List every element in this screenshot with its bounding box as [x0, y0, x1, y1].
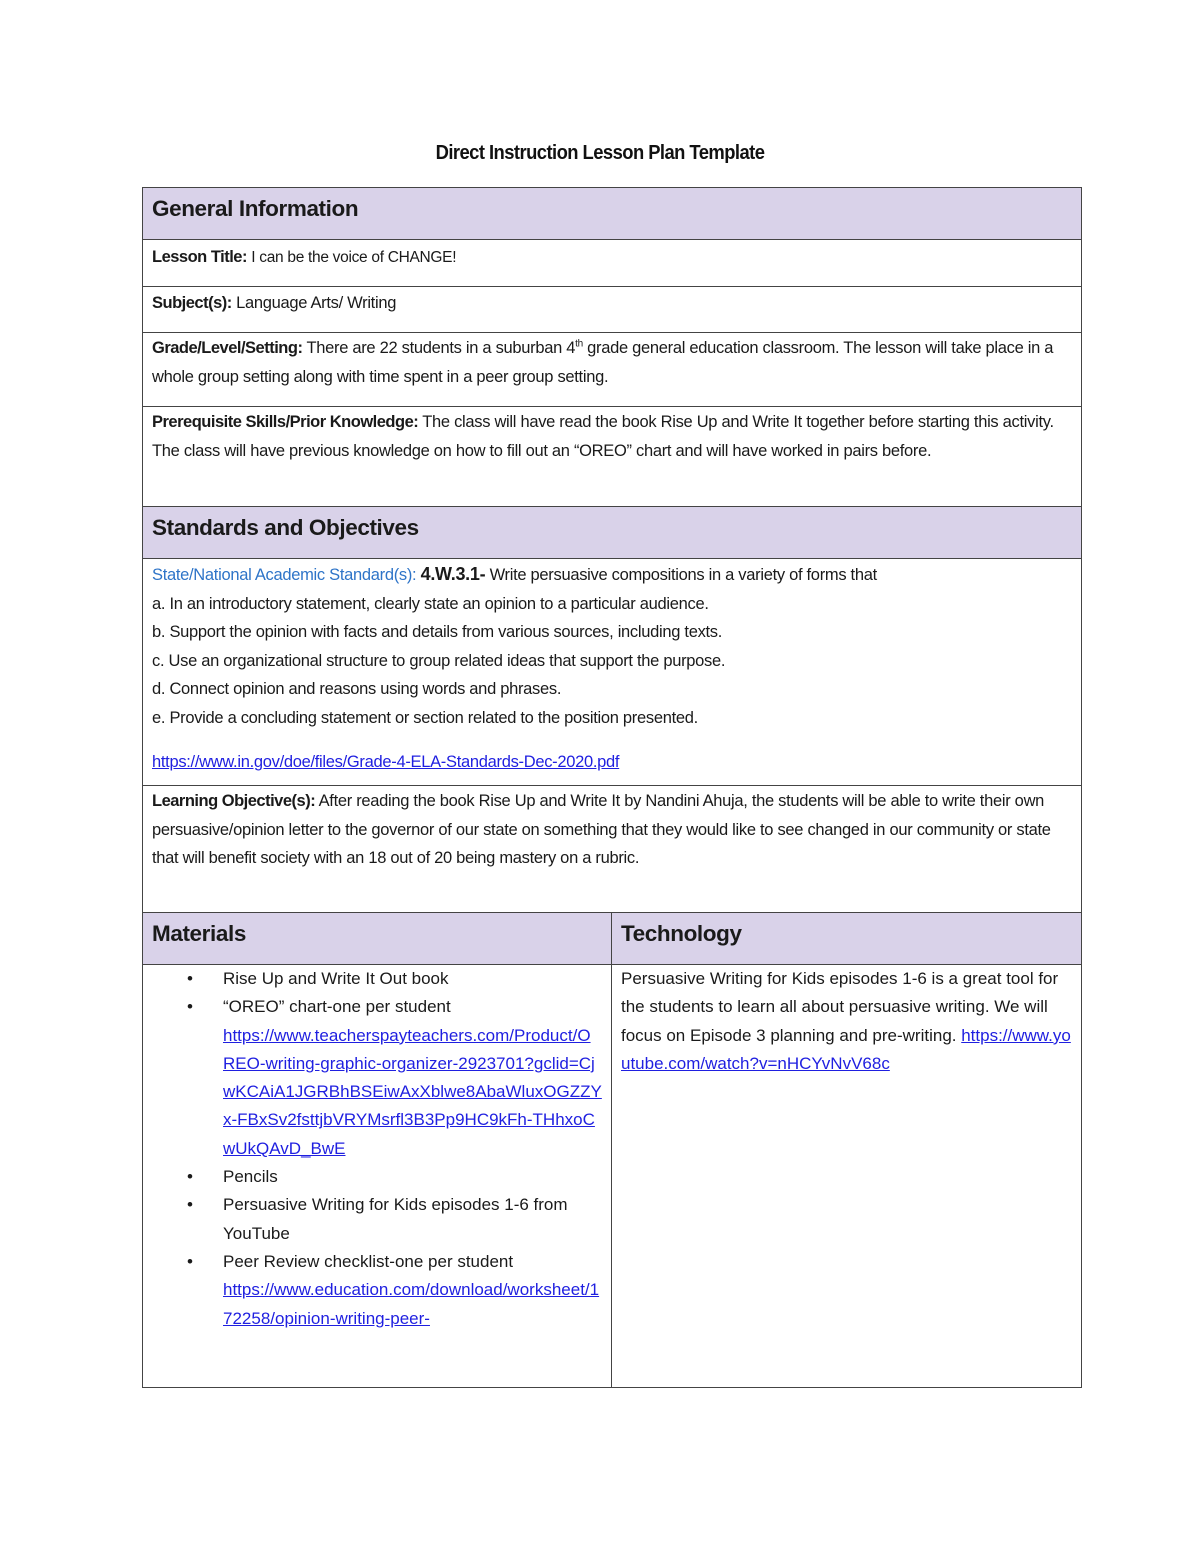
standard-item: b. Support the opinion with facts and details from various sources, including texts.: [152, 623, 723, 641]
standard-code: 4.W.3.1-: [420, 564, 486, 584]
standard-item: a. In an introductory statement, clearly state an opinion to a particular audience.: [152, 594, 709, 613]
row-learning-objectives: [143, 786, 1082, 913]
materials-item-text: Persuasive Writing for Kids episodes 1-6 from YouTube: [223, 1195, 568, 1243]
standard-intro: Write persuasive compositions in a variety of forms that: [489, 566, 877, 584]
section-heading-standards-and-objectives: Standards and Objectives: [143, 507, 1082, 559]
grade-level-setting-value-part2: grade general education classroom. The lesson will take place in a whole group setting along with time spent in a peer group setting.: [152, 339, 1054, 386]
peer-review-checklist-link[interactable]: https://www.education.com/download/worksheet/172258/opinion-writing-peer-: [223, 1280, 600, 1328]
row-materials-technology-header: [143, 913, 1082, 965]
youtube-link[interactable]: https://www.youtube.com/watch?v=nHCYvNvV68c: [621, 1025, 1071, 1073]
prerequisite-value: The class will have read the book Rise Up and Write It together before starting this activity. The class will have previous knowledge on how to fill out an “OREO” chart and will have worked in pairs before.: [152, 413, 1054, 460]
row-materials-technology-content: [143, 965, 1082, 1388]
grade-level-setting-value-part1: There are 22 students in a suburban 4: [306, 339, 576, 357]
materials-item: [152, 1191, 602, 1248]
page-title: Direct Instruction Lesson Plan Template: [435, 142, 765, 164]
learning-objectives-label: Learning Objective(s):: [152, 792, 316, 810]
grade-superscript: th: [575, 338, 583, 350]
bullet-icon: •: [187, 1195, 193, 1215]
technology-description: [621, 965, 1072, 1078]
lesson-title-label: Lesson Title:: [152, 248, 247, 266]
materials-item-text: Rise Up and Write It Out book: [223, 969, 449, 988]
lesson-title-value: I can be the voice of CHANGE!: [251, 249, 457, 266]
row-lesson-title: [143, 240, 1082, 287]
prerequisite-label: Prerequisite Skills/Prior Knowledge:: [152, 413, 419, 431]
row-subjects: [143, 287, 1082, 333]
standard-label: State/National Academic Standard(s):: [152, 566, 417, 584]
section-heading-materials: Materials: [143, 913, 612, 965]
learning-objectives-value: After reading the book Rise Up and Write It by Nandini Ahuja, the students will be able to write their own persuasive/opinion letter to the governor of our state on something that they would like to see changed in our community or state that will benefit society with an 18 out of 20 being mastery on a rubric.: [152, 792, 1051, 867]
materials-item: [152, 1163, 602, 1191]
materials-cell: [143, 965, 612, 1388]
materials-item-text: “OREO” chart-one per student: [223, 997, 451, 1017]
subjects-label: Subject(s):: [152, 294, 232, 312]
bullet-icon: •: [187, 1251, 193, 1271]
section-heading-general-information: General Information: [143, 188, 1082, 240]
standard-item: d. Connect opinion and reasons using words and phrases.: [152, 680, 562, 698]
bullet-icon: •: [187, 997, 193, 1017]
materials-item-text: Pencils: [223, 1167, 278, 1187]
grade-level-setting-label: Grade/Level/Setting:: [152, 339, 303, 357]
standard-item: e. Provide a concluding statement or section related to the position presented.: [152, 708, 698, 727]
materials-item: [152, 965, 602, 993]
standard-items-list: [152, 590, 1072, 733]
section-general-information: [143, 188, 1082, 240]
section-heading-technology: Technology: [612, 913, 1082, 965]
row-academic-standard: [143, 559, 1082, 786]
standard-item: c. Use an organizational structure to group related ideas that support the purpose.: [152, 651, 726, 670]
bullet-icon: •: [187, 1167, 193, 1187]
materials-item: [152, 993, 602, 1163]
lesson-plan-table: [142, 187, 1082, 1388]
section-standards-and-objectives: [143, 507, 1082, 559]
materials-list: [152, 965, 602, 1333]
row-prerequisite-skills: [143, 407, 1082, 507]
materials-item-text: Peer Review checklist-one per student: [223, 1251, 514, 1271]
technology-cell: [612, 965, 1082, 1388]
row-grade-level-setting: [143, 333, 1082, 407]
subjects-value: Language Arts/ Writing: [236, 294, 397, 312]
oreo-chart-link[interactable]: https://www.teacherspayteachers.com/Product/OREO-writing-graphic-organizer-2923701?gclid=CjwKCAiA1JGRBhBSEiwAxXblwe8AbaWluxOGZZYx-FBxSv2fsttjbVRYMsrfl3B3Pp9HC9kFh-THhxoCwUkQAvD_BwE: [223, 1025, 602, 1158]
standards-pdf-link[interactable]: https://www.in.gov/doe/files/Grade-4-ELA-Standards-Dec-2020.pdf: [152, 753, 620, 771]
technology-text: Persuasive Writing for Kids episodes 1-6 is a great tool for the students to learn all about persuasive writing. We will focus on Episode 3 planning and pre-writing.: [621, 969, 1059, 1045]
bullet-icon: •: [187, 969, 193, 988]
materials-item: [152, 1248, 602, 1333]
